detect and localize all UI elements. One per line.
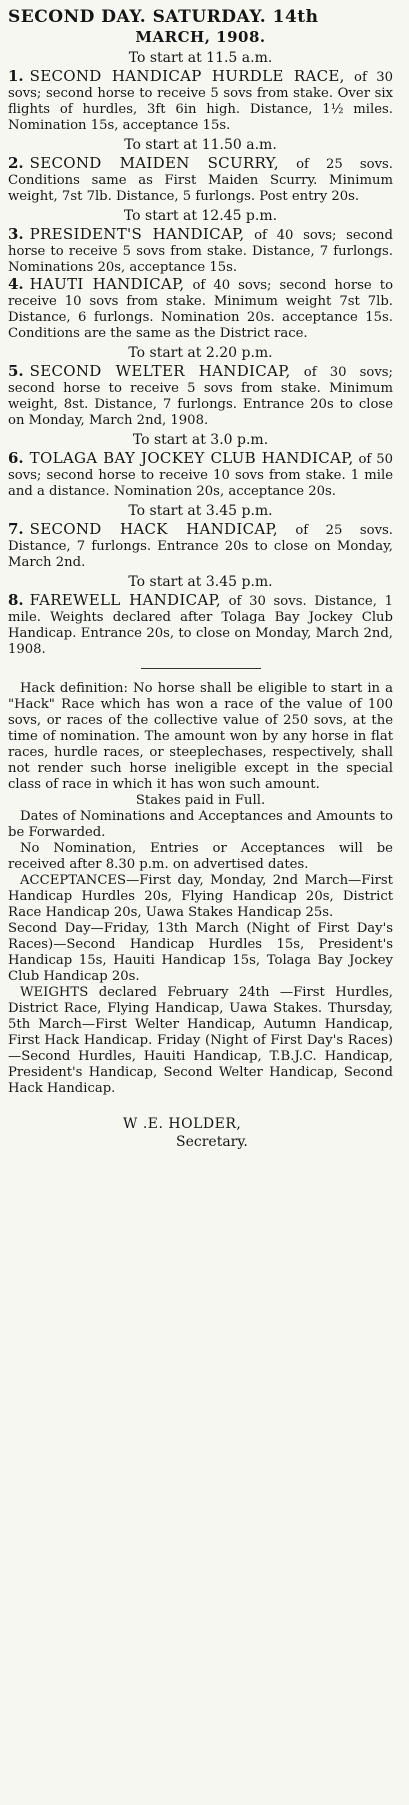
race-title: SECOND WELTER HANDICAP, [29, 362, 291, 380]
acceptances-schedule: ACCEPTANCES—First day, Monday, 2nd March—First Handicap Hurdles 20s, Flying Handicap 20s, District Race Handicap 20s, Uawa Stakes Handicap 25s. [8, 873, 393, 920]
race-title: SECOND HANDICAP HURDLE RACE, [29, 67, 345, 85]
race-start-time: To start at 3.0 p.m. [132, 432, 269, 448]
race-title: FAREWELL HANDICAP, [29, 591, 221, 609]
section-divider [141, 668, 261, 669]
race-title: HAUTI HANDICAP, [29, 275, 185, 293]
race-title: SECOND HACK HANDICAP, [29, 520, 278, 538]
race-conditions: of 40 sovs; second horse to receive 10 sovs from stake. Minimum weight 7st 7lb. Distance, 6 furlongs. Nomination 20s. acceptance 15s. Conditions are the same as the District race. [8, 278, 394, 341]
day-heading [8, 6, 393, 47]
race-number: 6. [8, 449, 24, 467]
race-title: PRESIDENT'S HANDICAP, [29, 225, 245, 243]
hack-definition: Hack definition: No horse shall be eligible to start in a "Hack" Race which has won a race of the value of 100 sovs, or races of the collective value of 250 sovs, at the time of nomination. The amount won by any horse in flat races, hurdle races, or steeplechases, respectively, shall not render such horse ineligible except in the special class of race in which it has won such amount. [8, 681, 393, 792]
race-entry-3 [8, 208, 393, 276]
race-entry-8 [8, 574, 393, 658]
race-conditions: of 25 sovs. Conditions same as First Maiden Scurry. Minimum weight, 7st 7lb. Distance, 5 furlongs. Post entry 20s. [8, 157, 393, 204]
second-day-schedule: Second Day—Friday, 13th March (Night of First Day's Races)—Second Handicap Hurdles 15s, President's Handicap 15s, Hauiti Handicap 15s, Tolaga Bay Jockey Club Handicap 20s. [8, 921, 393, 984]
race-number: 2. [8, 154, 24, 172]
race-conditions: of 30 sovs; second horse to receive 5 sovs from stake. Minimum weight, 8st. Distance, 7 furlongs. Entrance 20s to close on Monday, March 2nd, 1908. [8, 365, 393, 428]
race-start-time: To start at 2.20 p.m. [128, 345, 273, 361]
race-number: 7. [8, 520, 24, 538]
race-entry-2 [8, 137, 393, 205]
race-entry-1 [8, 50, 393, 134]
race-description [8, 450, 393, 500]
race-description [8, 276, 393, 342]
race-entry-5 [8, 345, 393, 429]
day-heading-line2: MARCH, 1908. [135, 28, 266, 46]
race-conditions: of 40 sovs; second horse to receive 5 sovs from stake. Distance, 7 furlongs. Nominations 20s, acceptance 15s. [8, 228, 393, 275]
race-start-time: To start at 3.45 p.m. [128, 574, 273, 590]
weights-schedule: WEIGHTS declared February 24th —First Hurdles, District Race, Flying Handicap, Uawa Stakes. Thursday, 5th March—First Welter Handicap, Autumn Handicap, First Hack Handicap. Friday (Night of First Day's Races)—Second Hurdles, Hauiti Handicap, T.B.J.C. Handicap, President's Handicap, Second Welter Handicap, Second Hack Handicap. [8, 985, 393, 1096]
race-start-time: To start at 12.45 p.m. [123, 208, 278, 224]
signatory-name: W .E. HOLDER, [123, 1116, 242, 1132]
dates-note: Dates of Nominations and Acceptances and Amounts to be Forwarded. [8, 809, 393, 840]
race-description [8, 68, 393, 134]
race-description [8, 592, 393, 658]
no-nomination-note: No Nomination, Entries or Acceptances will be received after 8.30 p.m. on advertised dates. [8, 841, 393, 872]
race-conditions: of 30 sovs; second horse to receive 5 sovs from stake. Over six flights of hurdles, 3ft 6in high. Distance, 1½ miles. Nomination 15s, acceptance 15s. [8, 70, 393, 133]
race-description [8, 521, 393, 571]
race-description [8, 363, 393, 429]
race-description [8, 155, 393, 205]
race-title: TOLAGA BAY JOCKEY CLUB HANDICAP, [29, 449, 354, 467]
race-title: SECOND MAIDEN SCURRY, [29, 154, 279, 172]
day-heading-line1: SECOND DAY. SATURDAY. 14th [8, 7, 319, 27]
race-start-time: To start at 3.45 p.m. [128, 503, 273, 519]
signature-block [8, 1115, 393, 1151]
race-entry-6 [8, 432, 393, 500]
race-entry-7 [8, 503, 393, 571]
race-number: 8. [8, 591, 24, 609]
race-description [8, 226, 393, 276]
race-conditions: of 50 sovs; second horse to receive 10 sovs from stake. 1 mile and a distance. Nomination 20s, acceptance 20s. [8, 452, 394, 499]
race-start-time: To start at 11.50 a.m. [124, 137, 277, 153]
race-conditions: of 25 sovs. Distance, 7 furlongs. Entrance 20s to close on Monday, March 2nd. [8, 523, 393, 570]
race-start-time: To start at 11.5 a.m. [128, 50, 273, 66]
race-number: 5. [8, 362, 24, 380]
race-entry-4 [8, 276, 393, 342]
stakes-paid-note: Stakes paid in Full. [135, 793, 266, 808]
race-number: 3. [8, 225, 24, 243]
race-number: 1. [8, 67, 24, 85]
race-number: 4. [8, 275, 24, 293]
race-conditions: of 30 sovs. Distance, 1 mile. Weights declared after Tolaga Bay Jockey Club Handicap. Entrance 20s, to close on Monday, March 2nd, 1908. [8, 594, 393, 657]
signatory-role: Secretary. [176, 1134, 248, 1150]
